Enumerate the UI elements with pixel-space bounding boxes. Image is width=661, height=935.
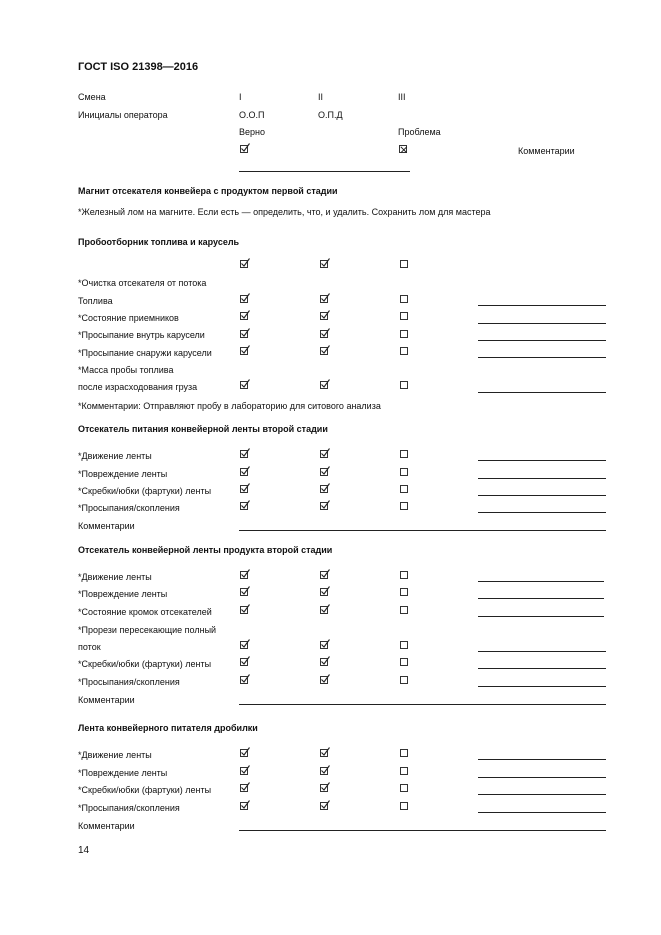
comment-line[interactable] — [478, 668, 606, 669]
check-icon — [320, 747, 330, 757]
check-icon — [240, 379, 250, 389]
check-icon — [240, 639, 250, 649]
signature-line — [239, 171, 410, 172]
initials-label: Инициалы оператора — [78, 110, 168, 120]
problem-checkbox[interactable] — [400, 641, 408, 649]
correct-checkbox[interactable] — [240, 502, 248, 510]
row-label: *Скребки/юбки (фартуки) ленты — [78, 785, 212, 795]
comment-line[interactable] — [478, 357, 606, 358]
problem-checkbox[interactable] — [400, 658, 408, 666]
correct-checkbox[interactable] — [240, 295, 248, 303]
check-icon — [320, 345, 330, 355]
correct-checkbox[interactable] — [320, 295, 328, 303]
comment-line[interactable] — [478, 651, 606, 652]
correct-checkbox[interactable] — [320, 381, 328, 389]
check-icon — [320, 500, 330, 510]
check-icon — [320, 466, 330, 476]
correct-checkbox[interactable] — [320, 571, 328, 579]
row-label: *Просыпание снаружи карусели — [78, 348, 212, 358]
comment-line[interactable] — [478, 794, 606, 795]
problem-checkbox[interactable] — [400, 468, 408, 476]
check-icon — [320, 782, 330, 792]
problem-checkbox[interactable] — [400, 749, 408, 757]
problem-checkbox[interactable] — [400, 381, 408, 389]
check-icon — [320, 258, 330, 268]
section-title: Отсекатель конвейерной ленты продукта второй стадии — [78, 545, 333, 555]
correct-checkbox[interactable] — [240, 588, 248, 596]
correct-checkbox[interactable] — [240, 381, 248, 389]
shift-2: II — [318, 92, 324, 102]
section-title: Лента конвейерного питателя дробилки — [78, 723, 258, 733]
section-comment-line[interactable] — [239, 530, 606, 531]
comment-line[interactable] — [478, 598, 604, 599]
section-title: Отсекатель питания конвейерной ленты второй стадии — [78, 424, 328, 434]
check-icon — [240, 466, 250, 476]
comment-line[interactable] — [478, 323, 606, 324]
check-icon — [320, 656, 330, 666]
correct-checkbox[interactable] — [320, 676, 328, 684]
check-icon — [320, 586, 330, 596]
check-icon — [240, 800, 250, 810]
initials-1: О.О.П — [239, 110, 265, 120]
check-icon — [240, 143, 250, 153]
comments-header: Комментарии — [518, 146, 575, 156]
row-label: *Скребки/юбки (фартуки) ленты — [78, 486, 212, 496]
check-icon — [320, 604, 330, 614]
correct-checkbox[interactable] — [320, 330, 328, 338]
row-label: после израсходования груза — [78, 382, 198, 392]
check-icon — [320, 379, 330, 389]
check-icon — [240, 674, 250, 684]
correct-checkbox[interactable] — [320, 749, 328, 757]
problem-checkbox[interactable] — [400, 260, 408, 268]
correct-checkbox[interactable] — [240, 260, 248, 268]
problem-checkbox[interactable] — [400, 767, 408, 775]
check-icon — [320, 765, 330, 775]
correct-checkbox[interactable] — [320, 784, 328, 792]
correct-checkbox[interactable] — [240, 330, 248, 338]
check-icon — [240, 656, 250, 666]
correct-checkbox[interactable] — [240, 658, 248, 666]
correct-checkbox[interactable] — [240, 485, 248, 493]
section-title: Пробоотборник топлива и карусель — [78, 237, 240, 247]
comments-label: Комментарии — [78, 521, 135, 531]
row-label: *Очистка отсекателя от потока — [78, 278, 207, 288]
shift-1: I — [239, 92, 242, 102]
comments-label: Комментарии — [78, 695, 135, 705]
problem-checkbox[interactable] — [400, 347, 408, 355]
problem-checkbox[interactable] — [400, 606, 408, 614]
comment-line[interactable] — [478, 392, 606, 393]
section-comment-line[interactable] — [239, 830, 606, 831]
correct-checkbox[interactable] — [320, 767, 328, 775]
row-label: *Просыпание внутрь карусели — [78, 330, 205, 340]
row-label: *Прорези пересекающие полный — [78, 625, 217, 635]
shift-label: Смена — [78, 92, 106, 102]
check-icon — [320, 800, 330, 810]
row-label: *Состояние кромок отсекателей — [78, 607, 212, 617]
comment-line[interactable] — [478, 478, 606, 479]
correct-checkbox[interactable] — [320, 312, 328, 320]
check-icon — [240, 483, 250, 493]
check-icon — [320, 293, 330, 303]
correct-checkbox[interactable] — [240, 606, 248, 614]
row-label: Топлива — [78, 296, 113, 306]
correct-checkbox[interactable] — [320, 347, 328, 355]
correct-checkbox[interactable] — [240, 767, 248, 775]
check-icon — [320, 483, 330, 493]
correct-checkbox[interactable] — [320, 606, 328, 614]
check-icon — [320, 310, 330, 320]
correct-checkbox[interactable] — [320, 641, 328, 649]
check-icon — [320, 569, 330, 579]
correct-checkbox[interactable] — [240, 802, 248, 810]
cross-icon — [399, 143, 409, 153]
check-icon — [240, 782, 250, 792]
comment-line[interactable] — [478, 616, 604, 617]
check-icon — [240, 328, 250, 338]
document-title: ГОСТ ISO 21398—2016 — [78, 61, 199, 73]
problem-checkbox[interactable] — [400, 588, 408, 596]
comment-line[interactable] — [478, 777, 606, 778]
correct-checkbox[interactable] — [240, 749, 248, 757]
correct-label: Верно — [239, 127, 265, 137]
correct-checkbox[interactable] — [240, 468, 248, 476]
correct-checkbox[interactable] — [240, 312, 248, 320]
comment-line[interactable] — [478, 581, 604, 582]
correct-checkbox[interactable] — [320, 588, 328, 596]
shift-3: III — [398, 92, 406, 102]
row-label: *Просыпания/скопления — [78, 803, 180, 813]
problem-checkbox[interactable] — [400, 485, 408, 493]
page-number: 14 — [78, 845, 90, 856]
row-label: *Скребки/юбки (фартуки) ленты — [78, 659, 212, 669]
problem-checkbox[interactable] — [400, 676, 408, 684]
correct-checkbox[interactable] — [320, 450, 328, 458]
comment-line[interactable] — [478, 759, 606, 760]
initials-2: О.П.Д — [318, 110, 343, 120]
check-icon — [320, 639, 330, 649]
correct-checkbox[interactable] — [240, 784, 248, 792]
legend-correct-checkbox — [240, 145, 248, 153]
correct-checkbox[interactable] — [240, 571, 248, 579]
correct-checkbox[interactable] — [240, 450, 248, 458]
comment-line[interactable] — [478, 812, 606, 813]
correct-checkbox[interactable] — [320, 502, 328, 510]
problem-label: Проблема — [398, 127, 441, 137]
check-icon — [240, 604, 250, 614]
comment-line[interactable] — [478, 512, 606, 513]
check-icon — [320, 674, 330, 684]
problem-checkbox[interactable] — [400, 330, 408, 338]
correct-checkbox[interactable] — [240, 347, 248, 355]
check-icon — [240, 747, 250, 757]
correct-checkbox[interactable] — [240, 676, 248, 684]
problem-checkbox[interactable] — [400, 450, 408, 458]
check-icon — [320, 448, 330, 458]
correct-checkbox[interactable] — [320, 658, 328, 666]
check-icon — [240, 258, 250, 268]
legend-problem-checkbox — [399, 145, 407, 153]
row-label: *Состояние приемников — [78, 313, 179, 323]
section-note: *Железный лом на магните. Если есть — определить, что, и удалить. Сохранить лом для мастера — [78, 207, 491, 217]
row-label: *Повреждение ленты — [78, 768, 168, 778]
comment-line[interactable] — [478, 305, 606, 306]
check-icon — [320, 328, 330, 338]
correct-checkbox[interactable] — [240, 641, 248, 649]
check-icon — [240, 500, 250, 510]
problem-checkbox[interactable] — [400, 295, 408, 303]
row-label: *Движение ленты — [78, 750, 152, 760]
check-icon — [240, 765, 250, 775]
row-label: *Повреждение ленты — [78, 589, 168, 599]
correct-checkbox[interactable] — [320, 485, 328, 493]
check-icon — [240, 586, 250, 596]
correct-checkbox[interactable] — [320, 468, 328, 476]
check-icon — [240, 310, 250, 320]
check-icon — [240, 345, 250, 355]
comment-line[interactable] — [478, 495, 606, 496]
problem-checkbox[interactable] — [400, 784, 408, 792]
section-comment-line[interactable] — [239, 704, 606, 705]
problem-checkbox[interactable] — [400, 802, 408, 810]
row-label: *Движение ленты — [78, 572, 152, 582]
row-label: *Просыпания/скопления — [78, 677, 180, 687]
section-note: *Комментарии: Отправляют пробу в лабораторию для ситового анализа — [78, 401, 381, 411]
correct-checkbox[interactable] — [320, 260, 328, 268]
comment-line[interactable] — [478, 340, 606, 341]
check-icon — [240, 293, 250, 303]
section-title: Магнит отсекателя конвейера с продуктом первой стадии — [78, 186, 338, 196]
row-label: *Масса пробы топлива — [78, 365, 174, 375]
row-label: *Движение ленты — [78, 451, 152, 461]
comments-label: Комментарии — [78, 821, 135, 831]
row-label: поток — [78, 642, 101, 652]
comment-line[interactable] — [478, 686, 606, 687]
comment-line[interactable] — [478, 460, 606, 461]
check-icon — [240, 569, 250, 579]
problem-checkbox[interactable] — [400, 312, 408, 320]
problem-checkbox[interactable] — [400, 502, 408, 510]
check-icon — [240, 448, 250, 458]
correct-checkbox[interactable] — [320, 802, 328, 810]
row-label: *Просыпания/скопления — [78, 503, 180, 513]
row-label: *Повреждение ленты — [78, 469, 168, 479]
problem-checkbox[interactable] — [400, 571, 408, 579]
